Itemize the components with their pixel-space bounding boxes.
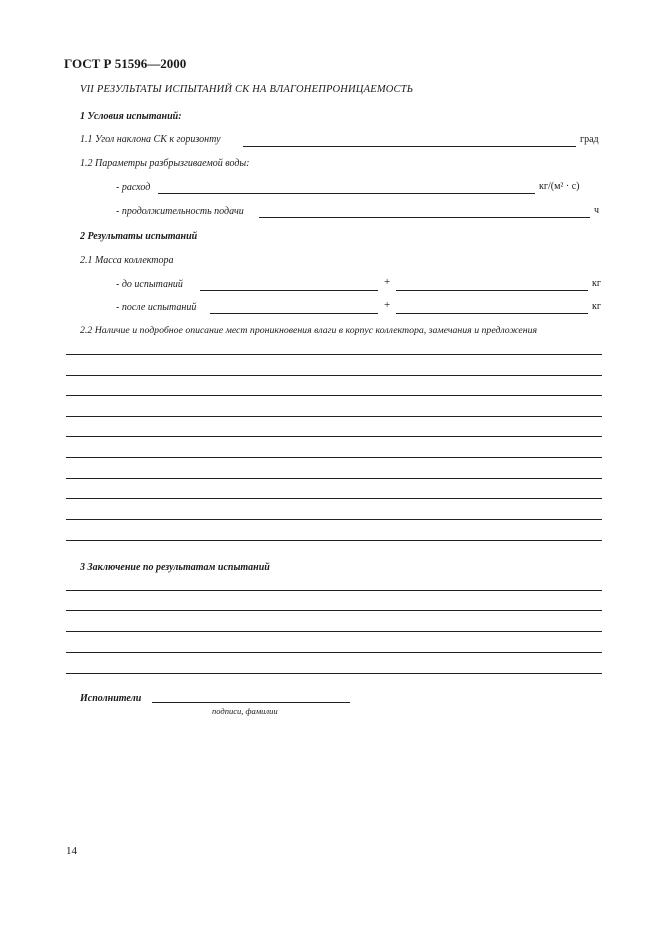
- results-heading: 2 Результаты испытаний: [80, 231, 198, 242]
- angle-label: 1.1 Угол наклона СК к горизонту: [80, 134, 221, 145]
- description-line[interactable]: [66, 354, 602, 355]
- description-line[interactable]: [66, 498, 602, 499]
- conclusion-line[interactable]: [66, 590, 602, 591]
- angle-unit: град: [580, 134, 599, 145]
- description-label: 2.2 Наличие и подробное описание мест проникновения влаги в корпус коллектора, замечания и предложения: [80, 325, 538, 336]
- after-mass-field-2[interactable]: [396, 313, 588, 314]
- flow-label: - расход: [116, 182, 151, 193]
- conditions-heading: 1 Условия испытаний:: [80, 111, 182, 122]
- description-line[interactable]: [66, 436, 602, 437]
- before-test-label: - до испытаний: [116, 279, 183, 290]
- after-plus-sign: +: [384, 299, 391, 311]
- page-number: 14: [66, 845, 77, 857]
- flow-field-line[interactable]: [158, 193, 535, 194]
- section-title: VII РЕЗУЛЬТАТЫ ИСПЫТАНИЙ СК НА ВЛАГОНЕПРОНИЦАЕМОСТЬ: [80, 84, 414, 95]
- description-line[interactable]: [66, 478, 602, 479]
- duration-label: - продолжительность подачи: [116, 206, 244, 217]
- document-header: ГОСТ Р 51596—2000: [64, 56, 187, 71]
- signature-caption: подписи, фамилии: [212, 706, 278, 716]
- description-line[interactable]: [66, 540, 602, 541]
- after-mass-unit: кг: [592, 301, 601, 312]
- conclusion-line[interactable]: [66, 631, 602, 632]
- after-mass-field-1[interactable]: [210, 313, 378, 314]
- description-line[interactable]: [66, 375, 602, 376]
- conclusion-line[interactable]: [66, 673, 602, 674]
- duration-unit: ч: [594, 205, 600, 216]
- before-plus-sign: +: [384, 276, 391, 288]
- signature-label: Исполнители: [80, 693, 142, 704]
- description-line[interactable]: [66, 519, 602, 520]
- after-test-label: - после испытаний: [116, 302, 197, 313]
- signature-field-line[interactable]: [152, 702, 350, 703]
- conclusion-line[interactable]: [66, 610, 602, 611]
- mass-label: 2.1 Масса коллектора: [80, 255, 174, 266]
- before-mass-field-2[interactable]: [396, 290, 588, 291]
- description-line[interactable]: [66, 395, 602, 396]
- flow-unit: кг/(м² · с): [539, 181, 580, 192]
- before-mass-field-1[interactable]: [200, 290, 378, 291]
- description-line[interactable]: [66, 416, 602, 417]
- description-line[interactable]: [66, 457, 602, 458]
- conclusion-line[interactable]: [66, 652, 602, 653]
- angle-field-line[interactable]: [243, 146, 576, 147]
- conclusion-heading: 3 Заключение по результатам испытаний: [80, 562, 270, 573]
- before-mass-unit: кг: [592, 278, 601, 289]
- spray-params-label: 1.2 Параметры разбрызгиваемой воды:: [80, 158, 250, 169]
- duration-field-line[interactable]: [259, 217, 590, 218]
